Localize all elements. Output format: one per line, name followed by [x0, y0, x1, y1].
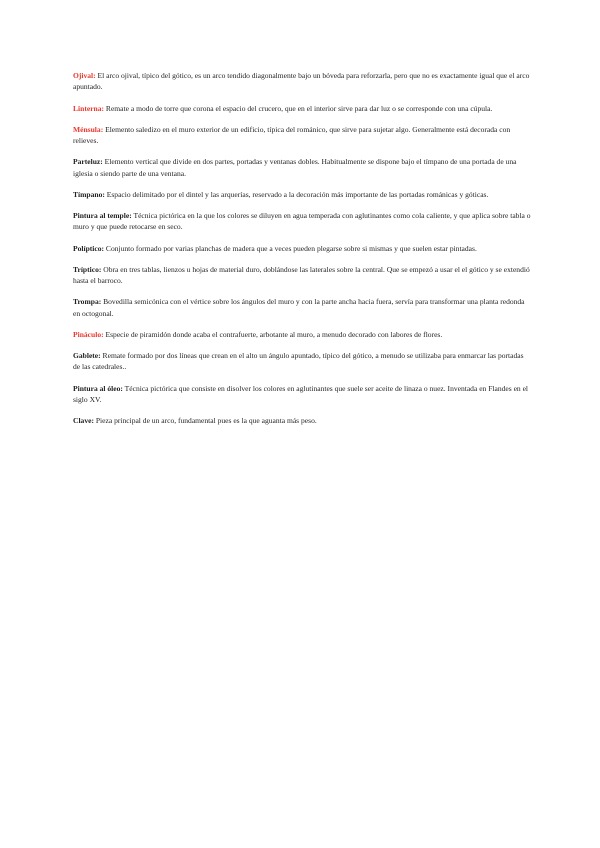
glossary-entry-ojival: Ojival: El arco ojival, típico del gótico, es un arco tendido diagonalmente bajo un bóveda para reforzarla, pero que no es exactamente igual que el arco apuntado. [73, 71, 530, 92]
term-poliptico: Políptico [73, 243, 102, 253]
glossary-entry-triptico: Tríptico: Obra en tres tablas, lienzos u hojas de material duro, doblándose las laterales sobre la central. Que se empezó a usar el el gótico y se extendió hasta el barroco. [73, 264, 530, 286]
term-triptico: Tríptico [73, 264, 99, 274]
definition-linterna: Remate a modo de torre que corona el espacio del crucero, que en el interior sirve para dar luz o se corresponde con una cúpula. [104, 103, 493, 113]
glossary-list [73, 70, 531, 436]
definition-parteluz: Elemento vertical que divide en dos partes, portadas y ventanas dobles. Habitualmente se dispone bajo el tímpano de una portada de una iglesia o siendo parte de una ventana. [73, 157, 517, 178]
term-pintura-al-temple: Pintura al temple [73, 211, 130, 221]
term-mensula: Ménsula [73, 124, 101, 134]
term-pintura-al-oleo: Pintura al óleo [73, 383, 121, 393]
glossary-entry-gablete: Gablete: Remate formado por dos líneas que crean en el alto un ángulo apuntado, típico del gótico, a menudo se utilizaba para enmarcar las portadas de las catedrales.. [73, 351, 524, 372]
term-timpano: Tímpano [73, 189, 103, 199]
term-gablete: Gablete [73, 351, 99, 361]
glossary-entry-linterna: Linterna: Remate a modo de torre que corona el espacio del crucero, que en el interior sirve para dar luz o se corresponde con una cúpula. [73, 103, 493, 113]
term-pinaculo: Pináculo [73, 329, 102, 339]
definition-pintura-al-temple: Técnica pictórica en la que los colores se diluyen en agua temperada con aglutinantes como cola caliente, y que aplica sobre tabla o muro y que puede retocarse en seco. [73, 211, 531, 232]
definition-trompa: Bovedilla semicónica con el vértice sobre los ángulos del muro y con la parte ancha hacia fuera, servía para transformar una planta redonda en octogonal. [73, 297, 525, 318]
glossary-entry-pintura-al-temple: Pintura al temple: Técnica pictórica en la que los colores se diluyen en agua temperada con aglutinantes como cola caliente, y que aplica sobre tabla o muro y que puede retocarse en seco. [73, 211, 531, 232]
definition-pinaculo: Especie de piramidón donde acaba el contrafuerte, arbotante al muro, a menudo decorado con labores de flores. [103, 329, 443, 339]
definition-timpano: Espacio delimitado por el dintel y las arquerías, reservado a la decoración más importante de las portadas románicas y góticas. [104, 189, 489, 199]
glossary-entry-mensula: Ménsula: Elemento saledizo en el muro exterior de un edificio, típica del románico, que sirve para sujetar algo. Generalmente está decorada con relieves. [73, 124, 511, 145]
term-linterna: Linterna [73, 103, 102, 113]
definition-triptico: Obra en tres tablas, lienzos u hojas de material duro, doblándose las laterales sobre la central. Que se empezó a usar el el gótico y se extendió hasta el barroco. [73, 264, 530, 286]
definition-ojival: El arco ojival, típico del gótico, es un arco tendido diagonalmente bajo un bóveda para reforzarla, pero que no es exactamente igual que el arco apuntado. [73, 71, 530, 92]
glossary-entry-clave: Clave: Pieza principal de un arco, fundamental pues es la que aguanta más peso. [73, 416, 317, 426]
glossary-entry-timpano: Tímpano: Espacio delimitado por el dintel y las arquerías, reservado a la decoración más importante de las portadas románicas y góticas. [73, 189, 489, 199]
definition-clave: Pieza principal de un arco, fundamental pues es la que aguanta más peso. [93, 416, 317, 426]
glossary-entry-parteluz: Parteluz: Elemento vertical que divide en dos partes, portadas y ventanas dobles. Habitualmente se dispone bajo el tímpano de una portada de una iglesia o siendo parte de una ventana. [73, 157, 517, 178]
definition-pintura-al-oleo: Técnica pictórica que consiste en disolver los colores en aglutinantes que suele ser aceite de linaza o nuez. Inventada en Flandes en el siglo XV. [73, 383, 529, 404]
glossary-entry-poliptico: Políptico: Conjunto formado por varias planchas de madera que a veces pueden plegarse sobre si mismas y que suelen estar pintadas. [73, 243, 477, 253]
definition-mensula: Elemento saledizo en el muro exterior de un edificio, típica del románico, que sirve para sujetar algo. Generalmente está decorada con relieves. [73, 124, 511, 145]
glossary-entry-pinaculo: Pináculo: Especie de piramidón donde acaba el contrafuerte, arbotante al muro, a menudo decorado con labores de flores. [73, 329, 443, 339]
definition-poliptico: Conjunto formado por varias planchas de madera que a veces pueden plegarse sobre si mismas y que suelen estar pintadas. [104, 243, 477, 253]
definition-gablete: Remate formado por dos líneas que crean en el alto un ángulo apuntado, típico del gótico, a menudo se utilizaba para enmarcar las portadas de las catedrales.. [73, 351, 524, 372]
term-parteluz: Parteluz [73, 157, 101, 167]
glossary-entry-pintura-al-oleo: Pintura al óleo: Técnica pictórica que consiste en disolver los colores en aglutinantes que suele ser aceite de linaza o nuez. Inventada en Flandes en el siglo XV. [73, 383, 529, 404]
term-ojival: Ojival [73, 71, 94, 80]
term-trompa: Trompa [73, 297, 99, 307]
glossary-entry-trompa: Trompa: Bovedilla semicónica con el vértice sobre los ángulos del muro y con la parte ancha hacia fuera, servía para transformar una planta redonda en octogonal. [73, 297, 525, 318]
term-clave: Clave [73, 416, 92, 426]
